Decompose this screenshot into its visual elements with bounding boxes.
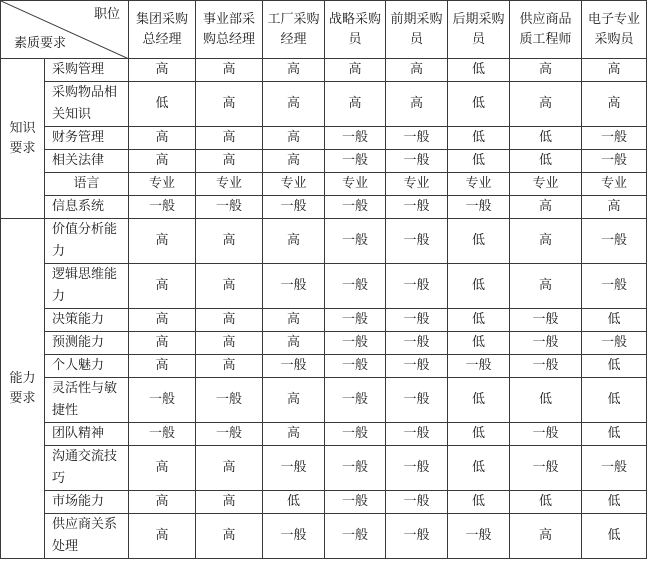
column-header: 前期采购员	[386, 1, 448, 59]
requirement-level: 高	[196, 127, 263, 150]
requirement-level: 高	[582, 59, 647, 82]
requirement-level: 高	[263, 332, 325, 355]
requirement-level: 一般	[325, 423, 386, 446]
requirement-level: 一般	[386, 196, 448, 219]
requirement-level: 一般	[325, 491, 386, 514]
requirement-level: 一般	[325, 309, 386, 332]
requirement-level: 高	[582, 196, 647, 219]
requirement-level: 高	[129, 514, 196, 559]
requirement-name: 预测能力	[45, 332, 129, 355]
table-body	[1, 1, 647, 559]
requirement-level: 一般	[325, 355, 386, 378]
requirement-level: 高	[196, 355, 263, 378]
requirement-level: 一般	[196, 378, 263, 423]
requirement-level: 高	[129, 446, 196, 491]
header-row	[1, 1, 647, 59]
requirement-level: 专业	[325, 173, 386, 196]
requirement-level: 低	[448, 309, 510, 332]
requirement-level: 一般	[325, 446, 386, 491]
requirement-level: 高	[196, 264, 263, 309]
requirement-level: 高	[263, 423, 325, 446]
requirement-level: 高	[129, 332, 196, 355]
requirement-level: 一般	[386, 423, 448, 446]
column-header: 供应商品质工程师	[510, 1, 582, 59]
requirement-level: 一般	[196, 196, 263, 219]
requirement-level: 高	[263, 150, 325, 173]
requirement-level: 高	[263, 378, 325, 423]
requirement-level: 高	[510, 264, 582, 309]
requirement-level: 低	[510, 378, 582, 423]
requirement-level: 一般	[582, 332, 647, 355]
requirement-level: 高	[196, 150, 263, 173]
requirement-level: 一般	[582, 127, 647, 150]
requirement-level: 专业	[510, 173, 582, 196]
requirement-name: 逻辑思维能力	[45, 264, 129, 309]
requirement-level: 一般	[510, 355, 582, 378]
table-row	[1, 59, 647, 82]
requirement-level: 高	[129, 150, 196, 173]
requirement-level: 一般	[386, 219, 448, 264]
requirement-level: 一般	[325, 378, 386, 423]
requirement-level: 高	[510, 82, 582, 127]
requirement-level: 专业	[196, 173, 263, 196]
requirement-level: 一般	[325, 127, 386, 150]
table-row	[1, 309, 647, 332]
table-row	[1, 264, 647, 309]
column-header: 电子专业采购员	[582, 1, 647, 59]
requirement-level: 一般	[582, 219, 647, 264]
requirement-level: 一般	[325, 150, 386, 173]
requirement-name: 价值分析能力	[45, 219, 129, 264]
requirement-name: 灵活性与敏捷性	[45, 378, 129, 423]
requirement-name: 信息系统	[45, 196, 129, 219]
requirement-level: 高	[196, 514, 263, 559]
requirement-level: 高	[129, 264, 196, 309]
requirement-level: 低	[448, 491, 510, 514]
requirement-level: 一般	[386, 309, 448, 332]
requirement-level: 高	[129, 59, 196, 82]
requirement-name: 供应商关系处理	[45, 514, 129, 559]
requirement-level: 高	[263, 127, 325, 150]
requirement-level: 低	[582, 355, 647, 378]
requirement-level: 低	[510, 150, 582, 173]
requirement-name: 采购管理	[45, 59, 129, 82]
requirement-level: 一般	[263, 355, 325, 378]
requirement-level: 一般	[386, 378, 448, 423]
requirement-level: 专业	[582, 173, 647, 196]
requirement-level: 一般	[448, 196, 510, 219]
category-label: 要求	[9, 140, 36, 156]
requirement-level: 高	[196, 332, 263, 355]
requirement-level: 一般	[129, 378, 196, 423]
requirement-level: 高	[129, 309, 196, 332]
requirement-level: 专业	[129, 173, 196, 196]
requirement-level: 高	[263, 309, 325, 332]
table-row	[1, 491, 647, 514]
requirement-level: 低	[582, 309, 647, 332]
table-row	[1, 127, 647, 150]
column-header: 事业部采购总经理	[196, 1, 263, 59]
requirement-name: 相关法律	[45, 150, 129, 173]
requirement-level: 一般	[263, 446, 325, 491]
category-cell	[1, 59, 45, 219]
table-row	[1, 196, 647, 219]
requirement-level: 高	[196, 446, 263, 491]
requirement-level: 低	[582, 378, 647, 423]
table-row	[1, 173, 647, 196]
requirement-level: 一般	[386, 150, 448, 173]
requirement-level: 专业	[448, 173, 510, 196]
requirement-name: 语言	[45, 173, 129, 196]
requirement-level: 一般	[510, 309, 582, 332]
requirement-level: 高	[196, 82, 263, 127]
requirement-level: 一般	[129, 196, 196, 219]
requirement-level: 一般	[325, 332, 386, 355]
requirement-level: 一般	[582, 446, 647, 491]
requirement-level: 高	[196, 491, 263, 514]
requirement-level: 高	[129, 355, 196, 378]
table-row	[1, 514, 647, 559]
table-row	[1, 219, 647, 264]
requirement-level: 高	[510, 196, 582, 219]
column-header: 工厂采购经理	[263, 1, 325, 59]
requirement-level: 高	[263, 219, 325, 264]
requirement-level: 高	[386, 82, 448, 127]
requirement-level: 低	[448, 264, 510, 309]
table-row	[1, 378, 647, 423]
requirement-level: 高	[196, 219, 263, 264]
table-row	[1, 355, 647, 378]
requirement-level: 高	[129, 127, 196, 150]
requirement-level: 低	[448, 378, 510, 423]
requirement-level: 高	[196, 309, 263, 332]
requirement-level: 一般	[510, 446, 582, 491]
requirement-level: 一般	[386, 127, 448, 150]
requirement-level: 一般	[263, 264, 325, 309]
requirement-level: 一般	[448, 514, 510, 559]
requirement-level: 高	[196, 59, 263, 82]
requirement-level: 低	[448, 423, 510, 446]
requirement-level: 一般	[582, 264, 647, 309]
requirement-level: 高	[510, 514, 582, 559]
requirement-level: 低	[448, 150, 510, 173]
requirement-level: 高	[510, 59, 582, 82]
requirement-level: 高	[582, 82, 647, 127]
requirement-level: 一般	[325, 514, 386, 559]
requirement-level: 低	[582, 491, 647, 514]
requirement-level: 一般	[263, 514, 325, 559]
column-header: 战略采购员	[325, 1, 386, 59]
requirement-level: 一般	[325, 264, 386, 309]
requirement-level: 低	[448, 127, 510, 150]
corner-label-position: 职位	[93, 7, 120, 22]
corner-header-cell	[1, 1, 129, 59]
requirement-level: 低	[582, 423, 647, 446]
requirement-level: 一般	[325, 219, 386, 264]
requirement-name: 决策能力	[45, 309, 129, 332]
requirement-name: 财务管理	[45, 127, 129, 150]
requirement-level: 一般	[386, 355, 448, 378]
category-label: 要求	[9, 390, 36, 406]
requirement-level: 高	[510, 219, 582, 264]
requirement-level: 高	[325, 82, 386, 127]
requirement-level: 一般	[325, 196, 386, 219]
table-row	[1, 332, 647, 355]
requirement-name: 个人魅力	[45, 355, 129, 378]
requirement-name: 采购物品相关知识	[45, 82, 129, 127]
requirement-name: 团队精神	[45, 423, 129, 446]
requirement-level: 一般	[386, 446, 448, 491]
requirement-level: 专业	[263, 173, 325, 196]
requirement-level: 一般	[386, 491, 448, 514]
requirement-level: 低	[448, 446, 510, 491]
requirement-level: 一般	[510, 423, 582, 446]
requirement-level: 一般	[582, 150, 647, 173]
requirement-level: 低	[448, 82, 510, 127]
requirement-level: 低	[448, 219, 510, 264]
requirement-level: 高	[263, 59, 325, 82]
column-header: 集团采购总经理	[129, 1, 196, 59]
table-row	[1, 423, 647, 446]
requirement-level: 一般	[129, 423, 196, 446]
requirement-level: 一般	[510, 332, 582, 355]
table-row	[1, 446, 647, 491]
corner-label-requirement: 素质要求	[14, 36, 67, 51]
requirement-level: 低	[582, 514, 647, 559]
requirement-name: 市场能力	[45, 491, 129, 514]
requirement-level: 一般	[196, 423, 263, 446]
table-row	[1, 150, 647, 173]
requirement-level: 一般	[448, 355, 510, 378]
requirement-level: 高	[263, 82, 325, 127]
requirement-level: 高	[129, 491, 196, 514]
requirement-level: 一般	[263, 196, 325, 219]
requirement-level: 低	[510, 491, 582, 514]
requirement-level: 低	[448, 59, 510, 82]
requirement-level: 低	[510, 127, 582, 150]
requirement-name: 沟通交流技巧	[45, 446, 129, 491]
requirement-level: 一般	[386, 332, 448, 355]
requirement-level: 专业	[386, 173, 448, 196]
requirement-level: 低	[263, 491, 325, 514]
requirement-level: 低	[129, 82, 196, 127]
category-label: 能力	[9, 370, 36, 386]
requirement-level: 一般	[386, 514, 448, 559]
category-cell	[1, 219, 45, 559]
requirement-level: 高	[325, 59, 386, 82]
requirement-level: 低	[448, 332, 510, 355]
requirement-level: 高	[129, 219, 196, 264]
category-label: 知识	[9, 120, 36, 136]
requirement-level: 高	[386, 59, 448, 82]
column-header: 后期采购员	[448, 1, 510, 59]
table-row	[1, 82, 647, 127]
requirement-level: 一般	[386, 264, 448, 309]
